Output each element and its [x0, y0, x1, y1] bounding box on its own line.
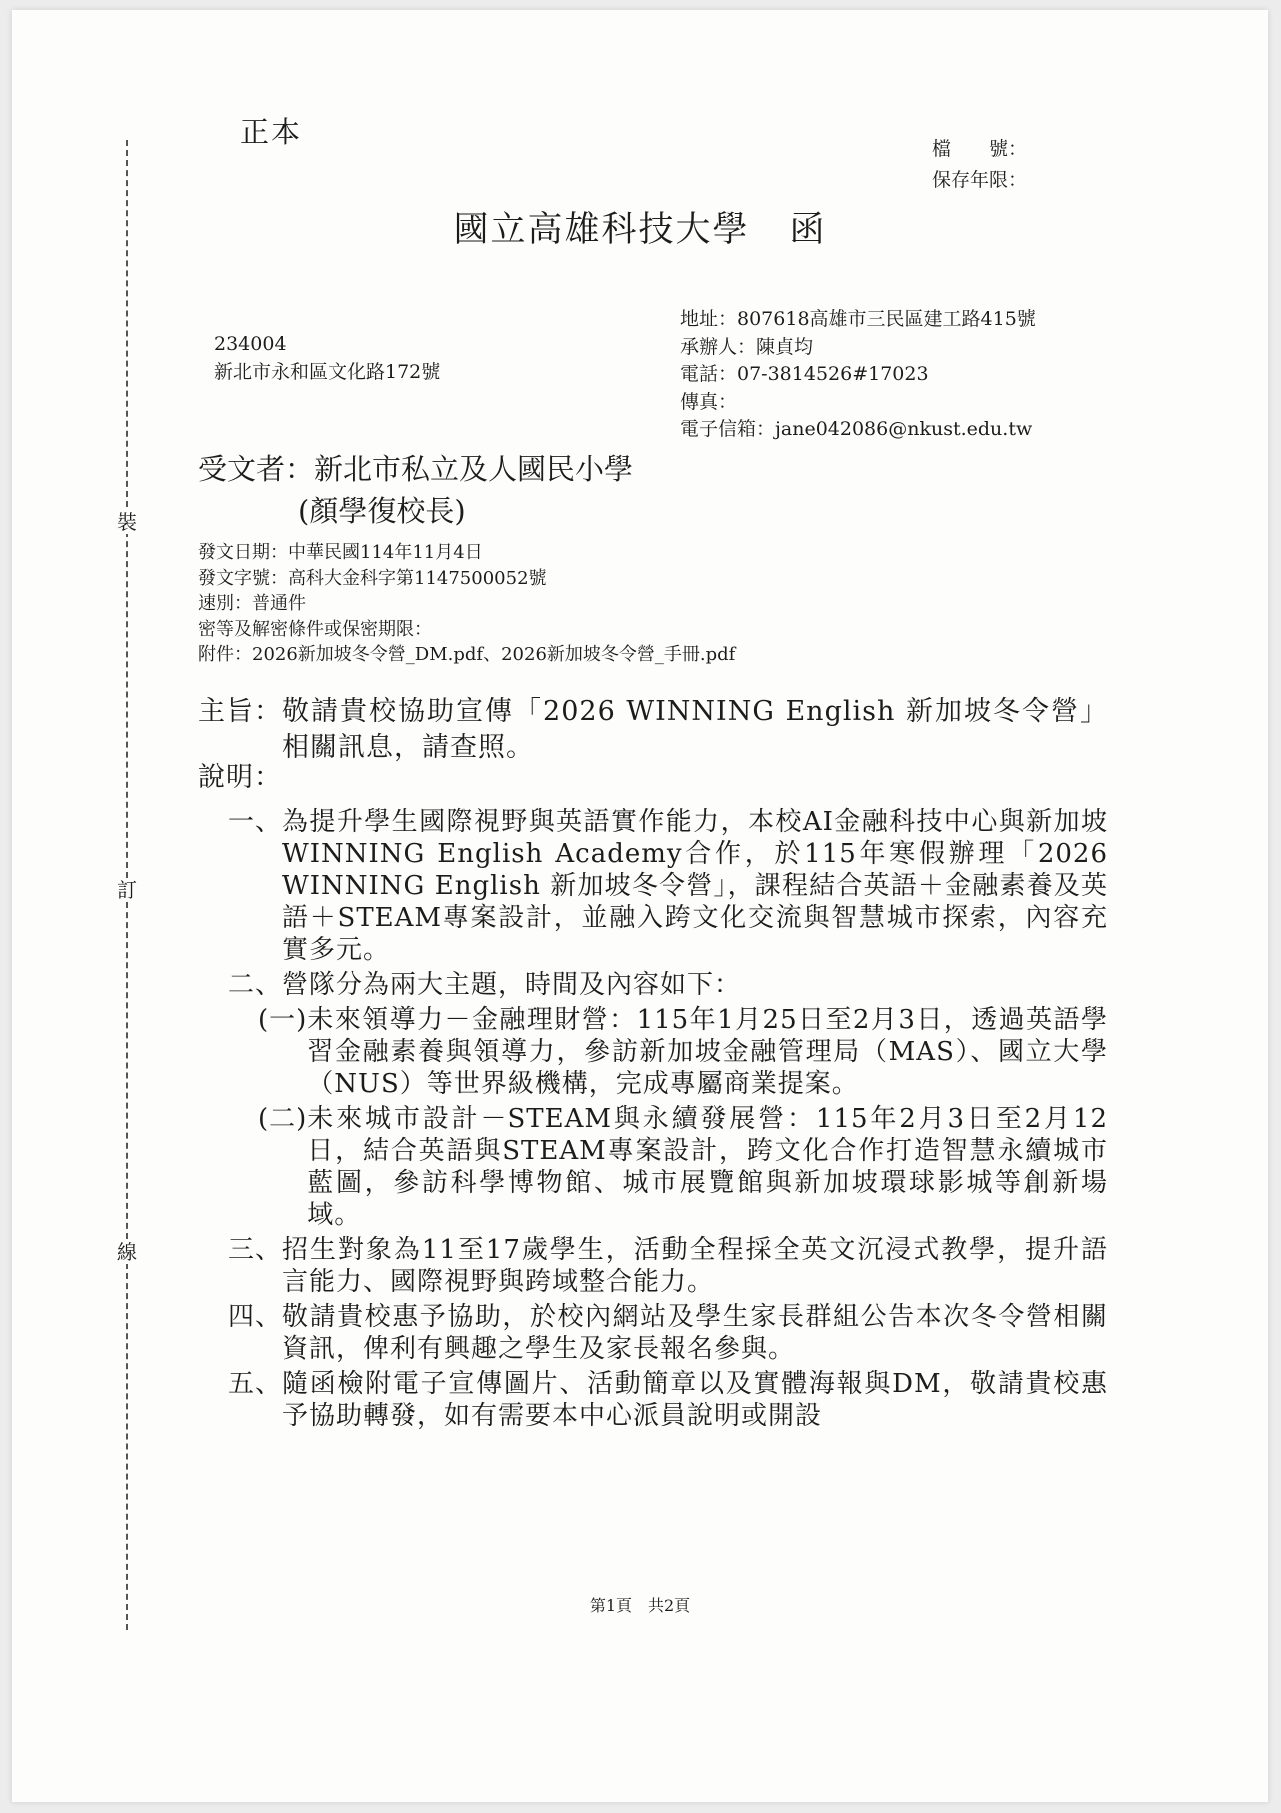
- addressee-person: (顏學復校長): [298, 494, 466, 528]
- binding-char: 訂: [117, 878, 137, 902]
- subject-text: 敬請貴校協助宣傳「2026 WINNING English 新加坡冬令營」相關訊息，請查照。: [282, 696, 1108, 763]
- item-text: 招生對象為11至17歲學生，活動全程採全英文沉浸式教學，提升語言能力、國際視野與跨域整合能力。: [282, 1235, 1108, 1297]
- document-page: [12, 10, 1268, 1802]
- binding-char: 線: [117, 1240, 137, 1264]
- org-name: 國立高雄科技大學: [453, 210, 750, 250]
- item-number: 三、: [228, 1235, 283, 1265]
- list-item: [198, 1004, 1108, 1100]
- sender-phone: 電話：07-3814526#17023: [680, 363, 929, 385]
- sender-fax: 傳真：: [680, 390, 738, 413]
- list-item: [198, 969, 1108, 1001]
- item-number: 一、: [228, 807, 283, 837]
- page-footer: 第1頁 共2頁: [589, 1596, 691, 1615]
- sender-address: 地址：807618高雄市三民區建工路415號: [680, 308, 1036, 330]
- document-title: [12, 202, 1268, 252]
- secrecy: 密等及解密條件或保密期限：: [198, 618, 432, 640]
- item-text: 敬請貴校惠予協助，於校內網站及學生家長群組公告本次冬令營相關資訊，俾利有興趣之學生及家長報名參與。: [282, 1302, 1108, 1364]
- item-text: 未來領導力－金融理財營：115年1月25日至2月3日，透過英語學習金融素養與領導力，參訪新加坡金融管理局（MAS）、國立大學（NUS）等世界級機構，完成專屬商業提案。: [307, 1005, 1108, 1099]
- explanation-items: [198, 806, 1108, 1435]
- addressee-label: 受文者：: [198, 452, 315, 486]
- sender-contact: 承辦人：陳貞均: [680, 335, 814, 358]
- recipient-street: 新北市永和區文化路172號: [214, 361, 441, 383]
- subject-label: 主旨：: [198, 696, 282, 727]
- document-meta: [198, 540, 735, 668]
- item-text: 隨函檢附電子宣傳圖片、活動簡章以及實體海報與DM，敬請貴校惠予協助轉發，如有需要本中心派員說明或開設: [282, 1369, 1108, 1431]
- binding-char: 裝: [117, 510, 137, 534]
- item-number: (一): [258, 1005, 308, 1035]
- list-item: [198, 1234, 1108, 1298]
- copy-mark: 正本: [240, 115, 303, 149]
- file-number-label: 檔 號：: [932, 138, 1028, 160]
- retention-label: 保存年限：: [932, 169, 1028, 191]
- addressee-name: 新北市私立及人國民小學: [314, 452, 634, 486]
- item-text: 營隊分為兩大主題，時間及內容如下：: [282, 970, 742, 1000]
- explanation-label: 說明：: [198, 762, 282, 793]
- document-number: 發文字號：高科大金科字第1147500052號: [198, 567, 547, 589]
- list-item: [198, 1368, 1108, 1432]
- attachments: 附件：2026新加坡冬令營_DM.pdf、2026新加坡冬令營_手冊.pdf: [198, 644, 736, 666]
- doc-type: 函: [789, 210, 827, 250]
- item-number: 四、: [228, 1302, 283, 1332]
- postal-code: 234004: [214, 333, 287, 355]
- subject: [198, 694, 1108, 766]
- list-item: [198, 1301, 1108, 1365]
- issue-date: 發文日期：中華民國114年11月4日: [198, 542, 483, 563]
- file-meta: [932, 134, 1027, 196]
- recipient-address: [214, 330, 440, 386]
- item-text: 為提升學生國際視野與英語實作能力，本校AI金融科技中心與新加坡WINNING English Academy合作，於115年寒假辦理「2026 WINNING English 新加坡冬令營」，課程結合英語＋金融素養及英語＋STEAM專案設計，並融入跨文化交流與智慧城市探索，內容充實多元。: [282, 807, 1108, 965]
- list-item: [198, 1103, 1108, 1231]
- item-number: (二): [258, 1104, 308, 1134]
- speed: 速別：普通件: [198, 593, 306, 615]
- sender-email: 電子信箱：jane042086@nkust.edu.tw: [680, 418, 1033, 440]
- item-number: 五、: [228, 1369, 283, 1399]
- list-item: [198, 806, 1108, 966]
- item-text: 未來城市設計－STEAM與永續發展營：115年2月3日至2月12日，結合英語與STEAM專案設計，跨文化合作打造智慧永續城市藍圖，參訪科學博物館、城市展覽館與新加坡環球影城等創新場域。: [307, 1104, 1108, 1230]
- addressee: [198, 448, 633, 532]
- sender-info: [680, 306, 1036, 444]
- item-number: 二、: [228, 970, 283, 1000]
